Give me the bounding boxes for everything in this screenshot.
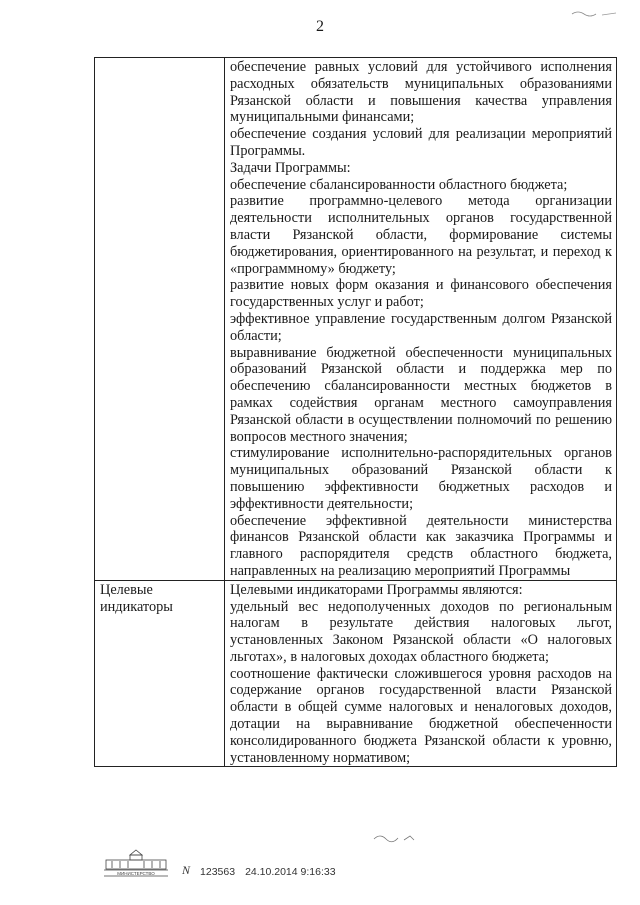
- paragraph: обеспечение сбалансированности областного бюджета;: [230, 176, 568, 193]
- paragraph: обеспечение равных условий для устойчивого исполнения расходных обязательств муниципальных образованиями Рязанской области и повышения качества управления муниципальными финансами;: [230, 59, 612, 126]
- paragraph: удельный вес недополученных доходов по региональным налогам в результате действия налоговых льгот, установленных Законом Рязанской области «О налоговых льготах», в налоговых доходах областного бюджета;: [230, 598, 612, 665]
- row-content-cell: [225, 58, 617, 581]
- row-content-cell: [225, 580, 617, 767]
- handwritten-mark: [370, 830, 430, 844]
- table-row-goals-tasks: [95, 58, 617, 581]
- row-label: Целевые индикаторы: [100, 581, 173, 615]
- corner-scribble-mark: [570, 6, 620, 20]
- row-label-cell: [95, 58, 225, 581]
- paragraph: Задачи Программы:: [230, 159, 351, 176]
- paragraph: развитие новых форм оказания и финансового обеспечения государственных услуг и работ;: [230, 277, 612, 311]
- paragraph: стимулирование исполнительно-распорядительных органов муниципальных образований Рязанской области к повышению эффективности бюджетных расходов и эффективности деятельности;: [230, 445, 612, 512]
- document-timestamp: 24.10.2014 9:16:33: [245, 866, 336, 878]
- paragraph: обеспечение создания условий для реализации мероприятий Программы.: [230, 126, 612, 159]
- svg-text:МИНИСТЕРСТВО: МИНИСТЕРСТВО: [117, 871, 155, 876]
- row-label-cell: [95, 580, 225, 767]
- table-row-target-indicators: [95, 580, 617, 767]
- paragraph: эффективное управление государственным долгом Рязанской области;: [230, 310, 612, 344]
- paragraph: Целевыми индикаторами Программы являются:: [230, 581, 523, 598]
- document-number: 123563: [200, 866, 236, 878]
- ministry-logo-icon: [100, 848, 172, 878]
- paragraph: развитие программно-целевого метода организации деятельности исполнительных органов государственной власти Рязанской области, формирование системы бюджетирования, ориентированного на результат, и переход к «программному» бюджету;: [230, 193, 612, 277]
- page-number: 2: [316, 18, 324, 35]
- paragraph: выравнивание бюджетной обеспеченности муниципальных образований Рязанской области и поддержка мер по обеспечению сбалансированности местных бюджетов в рамках содействия органам местного самоуправления Рязанской области в осуществлении полномочий по решению вопросов местного значения;: [230, 344, 612, 445]
- document-mark: N: [182, 863, 191, 877]
- paragraph: соотношение фактически сложившегося уровня расходов на содержание органов государственной власти Рязанской области в общей сумме налоговых и неналоговых доходов, дотации на выравнивание бюджетной обеспеченности консолидированного бюджета Рязанской области к уровню, установленному нормативом;: [230, 665, 612, 766]
- paragraph: обеспечение эффективной деятельности министерства финансов Рязанской области как заказчика Программы и главного распорядителя средств областного бюджета, направленных на реализацию мероприятий Программы: [230, 512, 612, 579]
- document-footer: [100, 848, 336, 878]
- program-passport-table: [94, 57, 617, 767]
